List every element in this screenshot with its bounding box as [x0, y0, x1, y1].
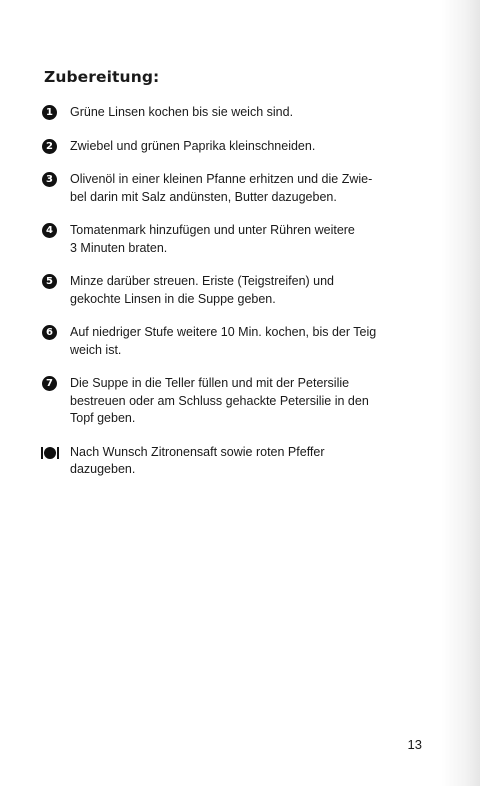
serving-text-line: Nach Wunsch Zitronensaft sowie roten Pfeffer [70, 444, 325, 459]
step-item [42, 375, 442, 428]
step-list [42, 104, 442, 495]
step-item [42, 273, 442, 308]
step-item [42, 171, 442, 206]
step-text-line: Die Suppe in die Teller füllen und mit der Petersilie [70, 376, 350, 390]
step-text-line: Olivenöl in einer kleinen Pfanne erhitzen und die Zwie- [70, 172, 373, 186]
step-text-line: bestreuen oder am Schluss gehackte Petersilie in den [70, 393, 369, 408]
step-text-line: weich ist. [70, 342, 122, 357]
step-number-badge: 7 [42, 376, 57, 391]
step-text-line: Minze darüber streuen. Eriste (Teigstreifen) und [70, 274, 335, 288]
step-number-badge: 4 [42, 223, 57, 238]
step-text-line: Auf niedriger Stufe weitere 10 Min. kochen, bis der Teig [70, 325, 377, 339]
step-number-badge: 1 [42, 105, 57, 120]
step-item [42, 222, 442, 257]
step-text-line: 3 Minuten braten. [70, 240, 168, 255]
step-number-badge: 3 [42, 172, 57, 187]
step-text-line: gekochte Linsen in die Suppe geben. [70, 291, 276, 306]
section-heading: Zubereitung: [44, 68, 160, 86]
step-number-badge: 5 [42, 274, 57, 289]
step-item [42, 138, 442, 156]
step-text-line: Topf geben. [70, 411, 136, 425]
step-item [42, 324, 442, 359]
serving-text-line: dazugeben. [70, 462, 136, 476]
step-text: Zwiebel und grünen Paprika kleinschneiden. [70, 138, 316, 153]
step-text-line: Tomatenmark hinzufügen und unter Rühren weitere [70, 223, 355, 237]
step-number-badge: 6 [42, 325, 57, 340]
plate-cutlery-icon [40, 446, 60, 460]
step-text-line: bel darin mit Salz andünsten, Butter dazugeben. [70, 189, 337, 204]
step-number-badge: 2 [42, 139, 57, 154]
step-item [42, 104, 442, 122]
serving-tip [42, 444, 442, 479]
page-number: 13 [407, 737, 422, 752]
step-text: Grüne Linsen kochen bis sie weich sind. [70, 105, 294, 119]
